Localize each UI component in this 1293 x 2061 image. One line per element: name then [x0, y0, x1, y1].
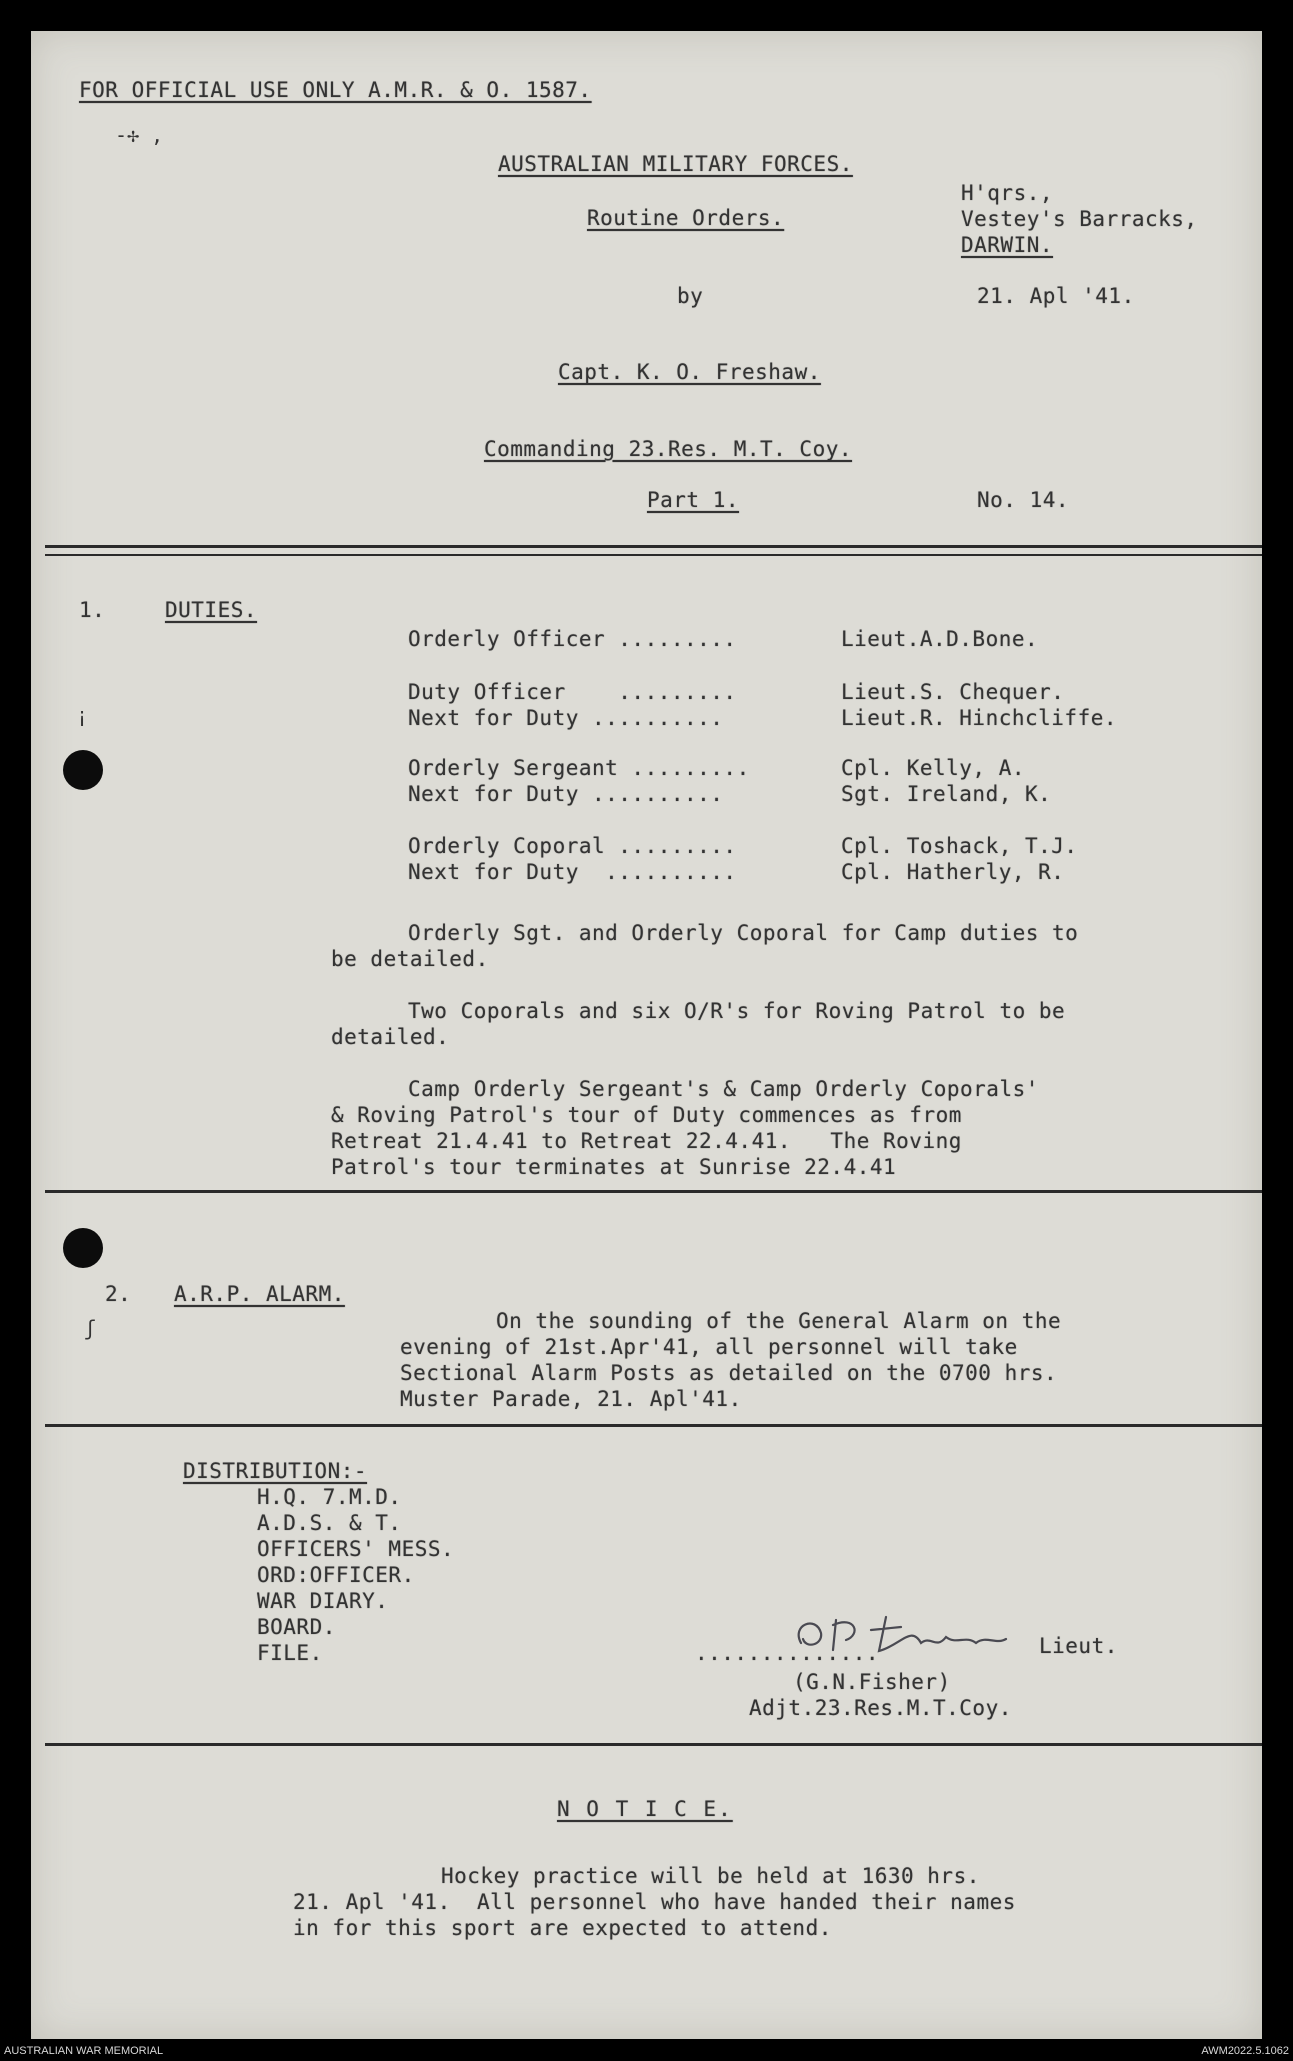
- distribution-item: ORD:OFFICER.: [257, 1563, 415, 1587]
- duty-role: Orderly Officer .........: [408, 627, 737, 651]
- notice-text: 21. Apl '41. All personnel who have handed their names: [293, 1890, 1016, 1914]
- duty-name: Lieut.R. Hinchcliffe.: [841, 706, 1118, 730]
- section-1-title: DUTIES.: [165, 598, 258, 622]
- duties-paragraph-2: Two Coporals and six O/R's for Roving Patrol to be: [408, 999, 1066, 1023]
- duty-name: Cpl. Kelly, A.: [841, 756, 1026, 780]
- header-divider-top: [45, 545, 1262, 548]
- signatory-title: Adjt.23.Res.M.T.Coy.: [749, 1696, 1012, 1720]
- duty-role: Next for Duty ..........: [408, 782, 724, 806]
- duties-paragraph-3: Retreat 21.4.41 to Retreat 22.4.41. The Roving: [331, 1129, 962, 1153]
- alarm-paragraph: Sectional Alarm Posts as detailed on the 0700 hrs.: [400, 1361, 1058, 1385]
- duty-name: Cpl. Hatherly, R.: [841, 860, 1065, 884]
- duty-name: Cpl. Toshack, T.J.: [841, 834, 1078, 858]
- duties-paragraph-2: detailed.: [331, 1025, 450, 1049]
- signatory-name: (G.N.Fisher): [793, 1670, 951, 1694]
- notice-text: in for this sport are expected to attend.: [293, 1916, 832, 1940]
- section-divider: [45, 1190, 1262, 1193]
- header-divider-bottom: [45, 554, 1262, 556]
- section-1-number: 1.: [79, 598, 106, 622]
- signature-dots: ..............: [695, 1641, 880, 1665]
- punch-hole: [63, 750, 103, 790]
- notice-title: N O T I C E.: [557, 1797, 733, 1821]
- punch-hole: [63, 1228, 103, 1268]
- duties-paragraph-3: Camp Orderly Sergeant's & Camp Orderly Coporals': [408, 1077, 1039, 1101]
- captain-name: Capt. K. O. Freshaw.: [558, 360, 821, 384]
- section-2-title: A.R.P. ALARM.: [174, 1282, 345, 1306]
- duty-role: Next for Duty ..........: [408, 860, 737, 884]
- hq-line-2: Vestey's Barracks,: [961, 207, 1198, 231]
- duty-name: Lieut.A.D.Bone.: [841, 627, 1039, 651]
- routine-orders-heading: Routine Orders.: [587, 206, 785, 230]
- duties-paragraph-1: Orderly Sgt. and Orderly Coporal for Camp duties to: [408, 921, 1079, 945]
- distribution-item: OFFICERS' MESS.: [257, 1537, 455, 1561]
- distribution-item: A.D.S. & T.: [257, 1511, 402, 1535]
- duty-role: Orderly Sergeant .........: [408, 756, 750, 780]
- notice-text: Hockey practice will be held at 1630 hrs.: [441, 1864, 980, 1888]
- hq-line-3: DARWIN.: [961, 233, 1054, 257]
- distribution-item: FILE.: [257, 1641, 323, 1665]
- section-divider: [45, 1424, 1262, 1427]
- section-2-number: 2.: [105, 1282, 132, 1306]
- distribution-item: BOARD.: [257, 1615, 336, 1639]
- by-text: by: [677, 284, 704, 308]
- alarm-paragraph: On the sounding of the General Alarm on the: [496, 1309, 1062, 1333]
- ink-mark: ¡: [76, 703, 89, 727]
- commanding-line: Commanding 23.Res. M.T. Coy.: [484, 437, 853, 461]
- alarm-paragraph: Muster Parade, 21. Apl'41.: [400, 1387, 742, 1411]
- part-label: Part 1.: [647, 488, 740, 512]
- alarm-paragraph: evening of 21st.Apr'41, all personnel will take: [400, 1335, 1018, 1359]
- document-page: [31, 31, 1262, 2039]
- official-use-line: FOR OFFICIAL USE ONLY A.M.R. & O. 1587.: [79, 78, 592, 102]
- hq-line-1: H'qrs.,: [961, 181, 1054, 205]
- distribution-item: WAR DIARY.: [257, 1589, 389, 1613]
- duty-name: Sgt. Ireland, K.: [841, 782, 1052, 806]
- org-heading: AUSTRALIAN MILITARY FORCES.: [498, 152, 853, 176]
- ink-mark: -✢ ,: [115, 123, 164, 147]
- duty-role: Next for Duty ..........: [408, 706, 724, 730]
- duties-paragraph-1: be detailed.: [331, 947, 489, 971]
- notice-divider: [45, 1743, 1262, 1746]
- ink-mark: ʃ: [84, 1316, 97, 1340]
- duty-name: Lieut.S. Chequer.: [841, 680, 1065, 704]
- order-number: No. 14.: [977, 488, 1070, 512]
- distribution-item: H.Q. 7.M.D.: [257, 1485, 402, 1509]
- duty-role: Orderly Coporal .........: [408, 834, 737, 858]
- duties-paragraph-3: Patrol's tour terminates at Sunrise 22.4.41: [331, 1155, 897, 1179]
- order-date: 21. Apl '41.: [977, 284, 1135, 308]
- signature-rank: Lieut.: [1039, 1634, 1118, 1658]
- distribution-title: DISTRIBUTION:-: [183, 1459, 368, 1483]
- archive-reference: AWM2022.5.1062: [1201, 2045, 1289, 2057]
- duties-paragraph-3: & Roving Patrol's tour of Duty commences as from: [331, 1103, 962, 1127]
- archive-credit: AUSTRALIAN WAR MEMORIAL: [4, 2045, 164, 2057]
- duty-role: Duty Officer .........: [408, 680, 737, 704]
